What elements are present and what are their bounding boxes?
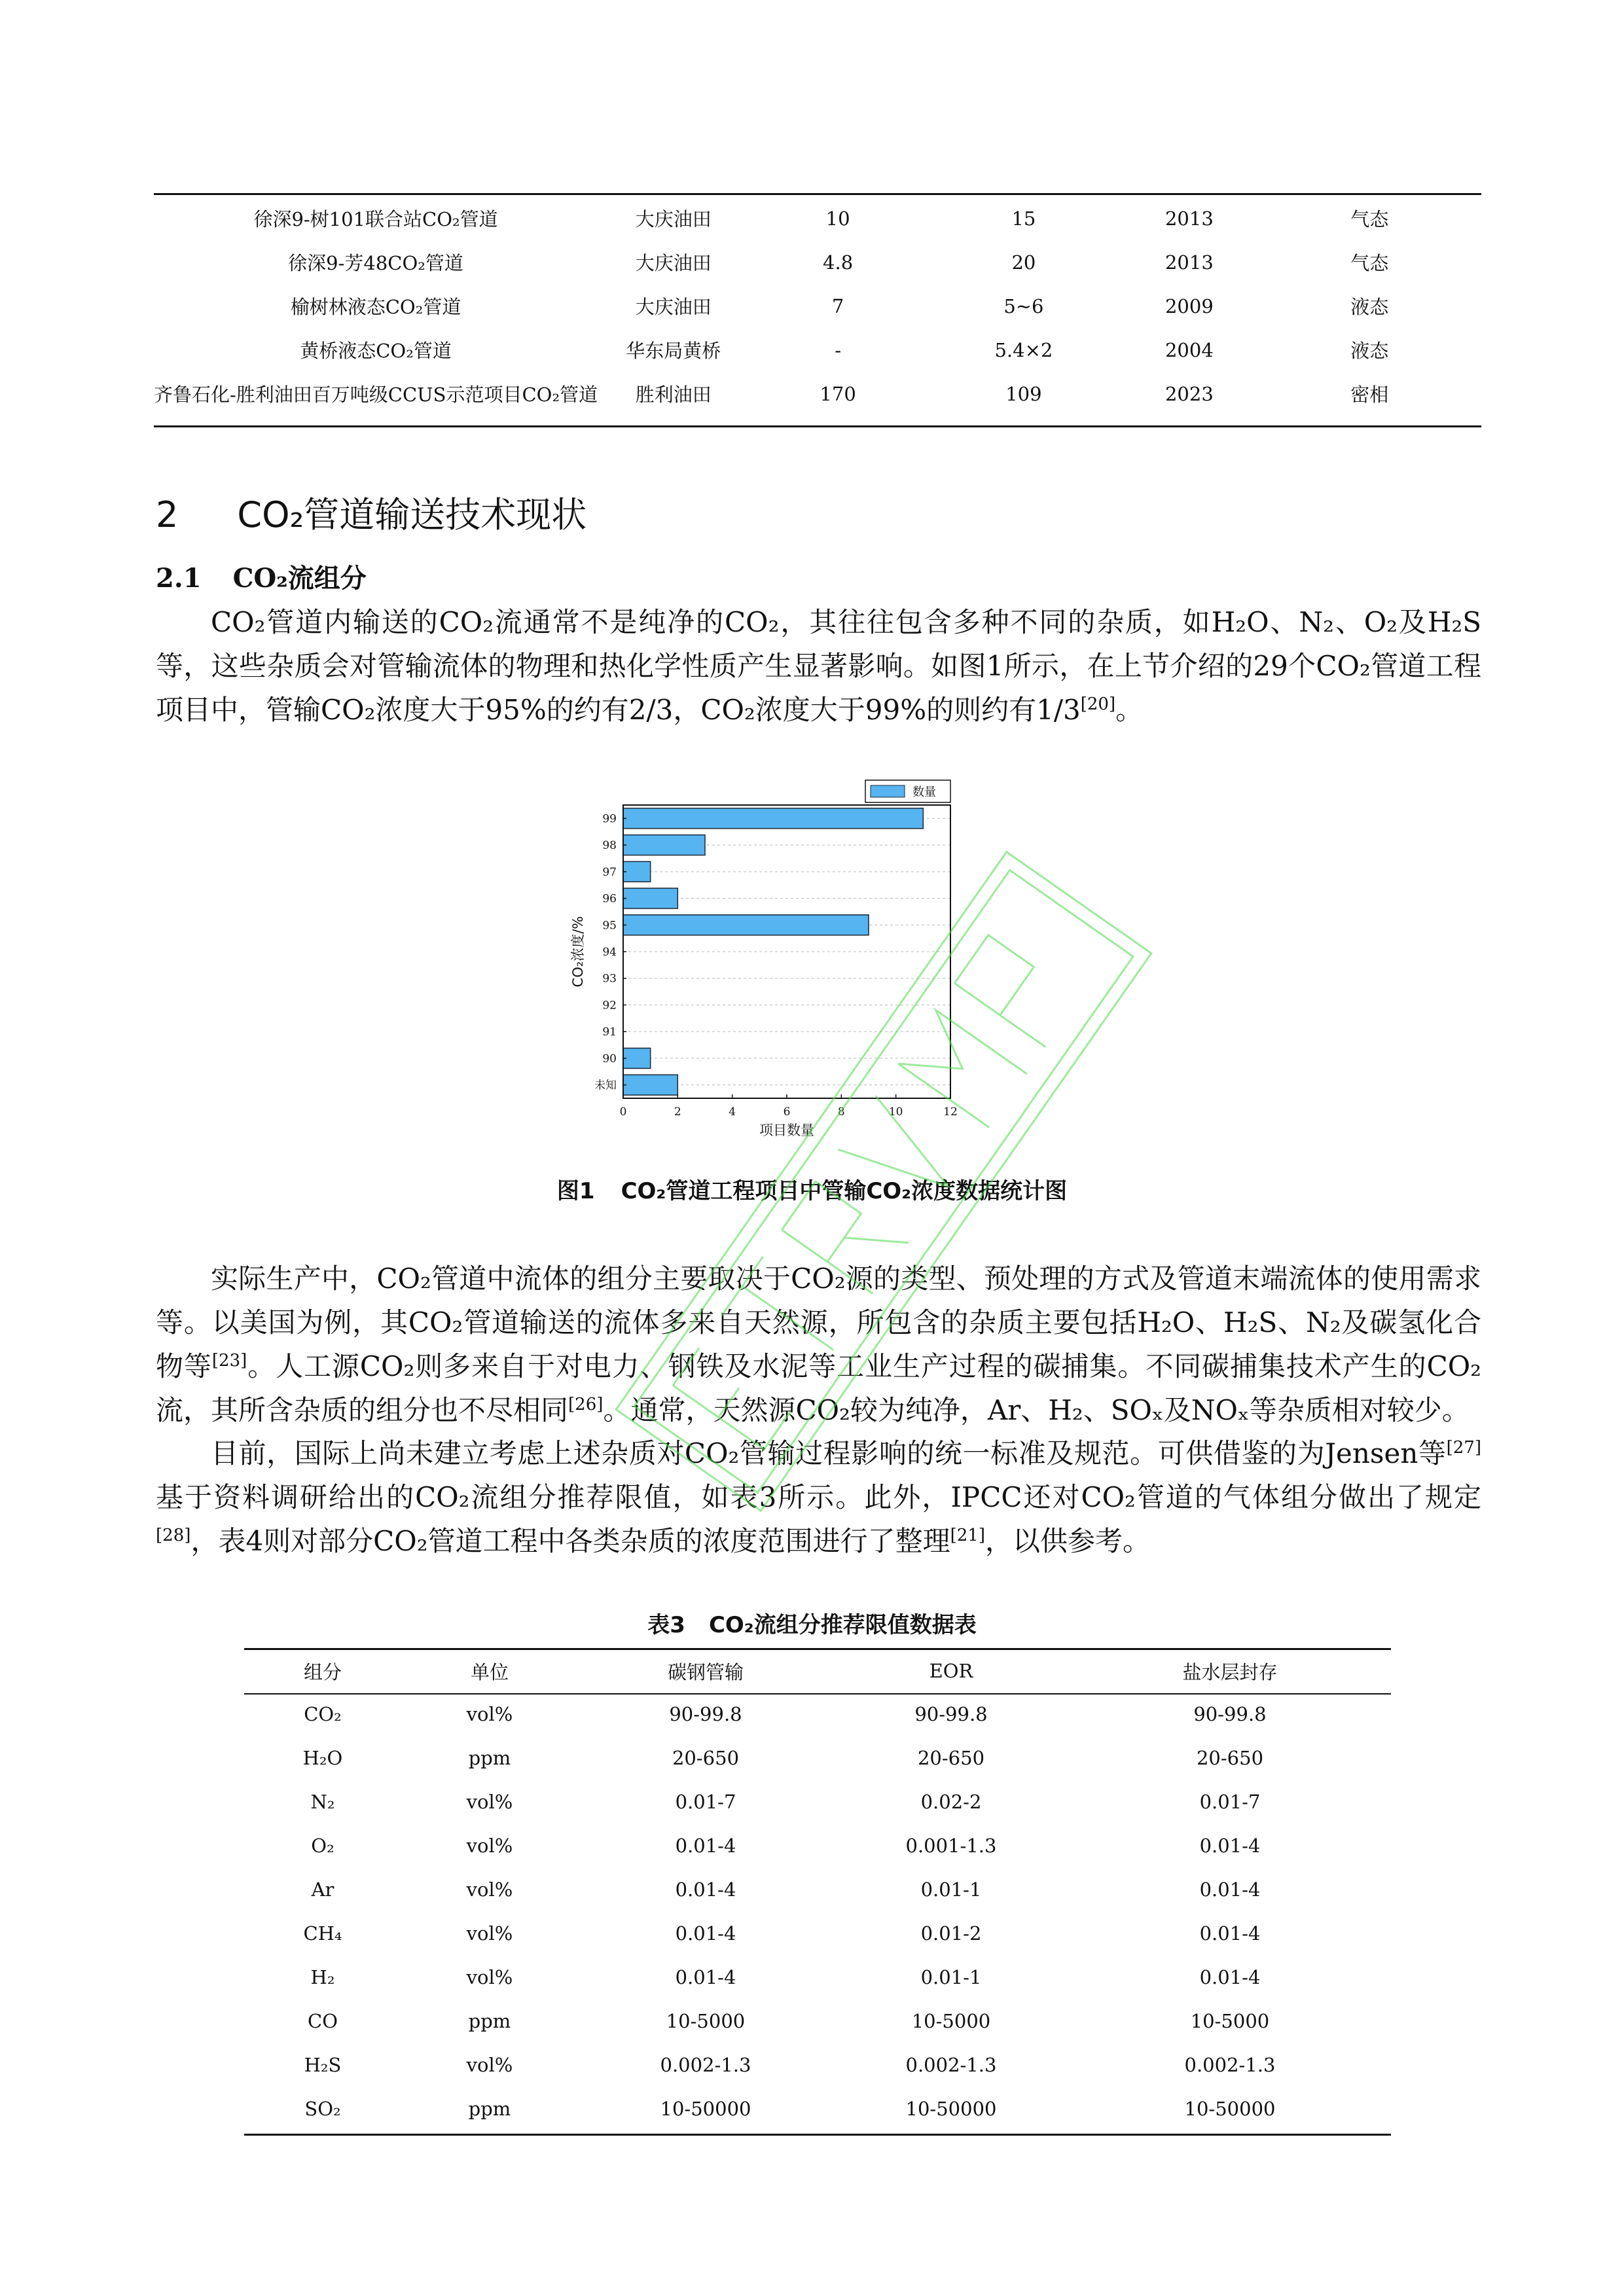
citation-27[interactable]: [27]	[1446, 1438, 1481, 1458]
paragraph-3	[156, 1431, 1481, 1563]
pipeline-row	[154, 196, 1481, 240]
table-3-cell: 0.001-1.3	[905, 1834, 997, 1857]
table-3-cell: vol%	[466, 1922, 513, 1945]
y-tick-label: 91	[602, 1026, 617, 1039]
table-3-cell: 0.01-4	[675, 1922, 736, 1945]
subsection-heading	[156, 560, 367, 598]
pipeline-row	[154, 372, 1481, 416]
table-3-row	[244, 2043, 1391, 2087]
table-3-caption-text: CO₂流组分推荐限值数据表	[708, 1612, 977, 1638]
table-3-cell: 0.02-2	[920, 1790, 982, 1813]
x-tick-label: 4	[729, 1105, 736, 1119]
paragraph-2-text-b: 。人工源CO₂则多来自于对电力、钢铁及水泥等工业生产过程的碳捕集。不同碳捕集技术产生的CO₂流，其所含杂质的组分也不尽相同	[156, 1350, 1481, 1426]
table-3-cell: 10-5000	[1190, 2009, 1270, 2032]
pipeline-cell-c3: 10	[825, 207, 850, 230]
pipeline-cell-c4: 20	[1011, 251, 1036, 274]
bar	[623, 888, 677, 908]
table-3-bottom-rule	[244, 2134, 1391, 2136]
table-3-row	[244, 1780, 1391, 1823]
bar	[623, 835, 705, 855]
table-3-cell: 20-650	[917, 1746, 985, 1769]
pipeline-cell-field: 大庆油田	[635, 296, 712, 318]
pipeline-cell-field: 华东局黄桥	[626, 340, 721, 362]
table-3	[244, 1650, 1391, 2130]
table-3-cell: 10-50000	[660, 2097, 751, 2120]
pipeline-row	[154, 284, 1481, 328]
pipeline-cell-phase: 密相	[1350, 384, 1389, 406]
table-3-row	[244, 1823, 1391, 1867]
table-3-cell: 0.01-4	[1199, 1965, 1261, 1988]
table-3-cell: 0.01-7	[675, 1790, 736, 1813]
table-3-cell: 0.01-4	[1199, 1922, 1261, 1945]
pipeline-cell-c4: 109	[1005, 382, 1042, 405]
bar	[623, 861, 651, 882]
table-3-cell: 0.01-4	[1199, 1834, 1261, 1857]
paragraph-3-text-a: 目前，国际上尚未建立考虑上述杂质对CO₂管输过程影响的统一标准及规范。可供借鉴的为Jensen等	[211, 1437, 1447, 1469]
table-3-cell: 90-99.8	[669, 1702, 742, 1725]
legend-label: 数量	[912, 785, 936, 799]
pipeline-cell-name: 徐深9-芳48CO₂管道	[288, 252, 463, 274]
figure-label: 图1	[556, 1178, 595, 1204]
pipeline-cell-name: 徐深9-树101联合站CO₂管道	[253, 208, 498, 230]
citation-28[interactable]: [28]	[156, 1526, 191, 1545]
table-3-cell: vol%	[466, 1790, 513, 1813]
table-3-cell: H₂	[310, 1965, 335, 1988]
table-3-cell: SO₂	[304, 2097, 341, 2120]
table-3-row	[244, 2087, 1391, 2130]
table-3-cell: 10-50000	[1184, 2097, 1276, 2120]
table-3-cell: vol%	[466, 1965, 513, 1988]
x-tick-label: 10	[888, 1105, 903, 1119]
pipeline-cell-c3: -	[835, 338, 841, 361]
y-tick-label: 95	[602, 919, 617, 933]
y-tick-label: 94	[602, 946, 617, 959]
subsection-title: CO₂流组分	[232, 563, 367, 594]
table-3-cell: 90-99.8	[914, 1702, 988, 1725]
table-3-cell: 0.002-1.3	[660, 2053, 751, 2076]
table-3-cell: 10-5000	[911, 2009, 991, 2032]
table-3-header-cell: 盐水层封存	[1182, 1660, 1278, 1683]
table-3-cell: Ar	[311, 1878, 334, 1901]
pipeline-cell-c4: 5.4×2	[994, 338, 1053, 361]
y-tick-label: 90	[602, 1052, 617, 1066]
table-3-cell: ppm	[468, 2009, 511, 2032]
table-3-cell: 90-99.8	[1193, 1702, 1267, 1725]
table-3-row	[244, 1911, 1391, 1955]
table-3-row	[244, 1692, 1391, 1736]
pipeline-cell-year: 2013	[1164, 251, 1214, 274]
bar	[623, 1075, 677, 1095]
table-3-cell: H₂O	[302, 1746, 343, 1769]
paragraph-2	[156, 1257, 1481, 1432]
y-tick-label: 97	[602, 865, 617, 879]
pipeline-cell-c3: 7	[831, 295, 844, 317]
table-3-cell: CO₂	[304, 1702, 342, 1725]
pipeline-cell-name: 齐鲁石化-胜利油田百万吨级CCUS示范项目CO₂管道	[154, 384, 598, 406]
figure-caption-text: CO₂管道工程项目中管输CO₂浓度数据统计图	[621, 1178, 1068, 1204]
table-3-header-cell: 碳钢管输	[667, 1660, 744, 1683]
table-3-cell: 0.002-1.3	[1184, 2053, 1276, 2076]
figure-caption	[0, 1173, 1624, 1205]
table-3-cell: CO	[308, 2009, 338, 2032]
x-tick-label: 6	[783, 1105, 791, 1119]
table-3-cell: 10-50000	[905, 2097, 997, 2120]
pipeline-cell-name: 黄桥液态CO₂管道	[300, 340, 452, 362]
x-tick-label: 2	[674, 1105, 681, 1119]
pipeline-cell-c3: 170	[820, 382, 856, 405]
pipeline-cell-year: 2004	[1164, 338, 1214, 361]
paragraph-3-text-b: 基于资料调研给出的CO₂流组分推荐限值，如表3所示。此外，IPCC还对CO₂管道的气体组分做出了规定	[156, 1481, 1481, 1513]
table-3-cell: 10-5000	[666, 2009, 746, 2032]
citation-20[interactable]: [20]	[1080, 694, 1116, 714]
paragraph-2-text-c: 。通常，天然源CO₂较为纯净，Ar、H₂、SOₓ及NOₓ等杂质相对较少。	[603, 1394, 1470, 1426]
table-3-header-cell: EOR	[929, 1660, 973, 1682]
table-3-cell: CH₄	[303, 1922, 342, 1945]
bar	[623, 808, 923, 829]
table-3-cell: vol%	[466, 2053, 513, 2076]
table-3-cell: 0.01-4	[675, 1878, 736, 1901]
pipeline-cell-year: 2023	[1164, 382, 1214, 405]
pipeline-cell-phase: 气态	[1350, 208, 1389, 230]
table-3-label: 表3	[647, 1612, 685, 1638]
table-3-cell: 0.002-1.3	[905, 2053, 997, 2076]
section-number: 2	[156, 494, 179, 535]
y-axis-label: CO₂浓度/%	[570, 916, 586, 988]
paragraph-3-text-c: ，表4则对部分CO₂管道工程中各类杂质的浓度范围进行了整理	[190, 1525, 950, 1557]
table-3-header-cell: 单位	[470, 1660, 509, 1683]
x-axis-label: 项目数量	[759, 1122, 814, 1138]
table-3-cell: H₂S	[304, 2053, 342, 2076]
pipeline-cell-field: 大庆油田	[635, 208, 712, 230]
table-3-cell: 0.01-7	[1199, 1790, 1261, 1813]
legend-swatch	[871, 785, 905, 797]
y-tick-label: 未知	[594, 1079, 617, 1092]
table-3-cell: N₂	[310, 1790, 335, 1813]
pipeline-row	[154, 328, 1481, 372]
paragraph-2-text-a: 实际生产中，CO₂管道中流体的组分主要取决于CO₂源的类型、预处理的方式及管道末端流体的使用需求等。以美国为例，其CO₂管道输送的流体多来自天然源，所包含的杂质主要包括H₂O、H₂S、N₂及碳氢化合物等	[156, 1263, 1481, 1382]
table-3-cell: vol%	[466, 1878, 513, 1901]
pipeline-cell-field: 胜利油田	[635, 384, 712, 406]
y-tick-label: 93	[602, 972, 617, 986]
table-3-cell: 0.01-1	[920, 1878, 982, 1901]
subsection-number: 2.1	[156, 563, 202, 594]
table-3-cell: ppm	[468, 1746, 511, 1769]
table-3-row	[244, 1736, 1391, 1780]
pipeline-cell-phase: 气态	[1350, 252, 1389, 274]
table-3-cell: vol%	[466, 1702, 513, 1725]
x-tick-label: 12	[943, 1105, 958, 1119]
section-title: CO₂管道输送技术现状	[237, 494, 587, 535]
pipeline-cell-field: 大庆油田	[635, 252, 712, 274]
y-tick-label: 98	[602, 839, 617, 853]
pipeline-cell-name: 榆树林液态CO₂管道	[290, 296, 461, 318]
bar	[623, 1048, 651, 1068]
top-table-bottom-rule	[154, 425, 1481, 427]
pipeline-table-continuation	[154, 196, 1481, 416]
table-3-header-rule	[244, 1693, 1391, 1695]
table-3-cell: 20-650	[672, 1746, 740, 1769]
pipeline-cell-c3: 4.8	[823, 251, 854, 274]
paragraph-1-text: CO₂管道内输送的CO₂流通常不是纯净的CO₂，其往往包含多种不同的杂质，如H₂O、N₂、O₂及H₂S等，这些杂质会对管输流体的物理和热化学性质产生显著影响。如图1所示，在上节介绍的29个CO₂管道工程项目中，管输CO₂浓度大于95%的约有2/3，CO₂浓度大于99%的则约有1/3	[156, 606, 1481, 726]
table-3-cell: vol%	[466, 1834, 513, 1857]
table-3-caption	[0, 1607, 1624, 1639]
section-heading	[156, 492, 586, 538]
y-tick-label: 96	[602, 892, 617, 906]
pipeline-cell-phase: 液态	[1350, 340, 1389, 362]
x-tick-label: 8	[837, 1105, 845, 1119]
pipeline-cell-c4: 5~6	[1003, 295, 1044, 317]
x-tick-label: 0	[619, 1105, 627, 1119]
table-3-cell: O₂	[311, 1834, 334, 1857]
y-tick-label: 92	[602, 999, 617, 1013]
paragraph-1-end: 。	[1115, 694, 1144, 726]
table-3-cell: 0.01-4	[675, 1834, 736, 1857]
paragraph-3-text-d: ，以供参考。	[985, 1525, 1151, 1557]
table-3-cell: 0.01-4	[675, 1965, 736, 1988]
table-3-cell: 0.01-1	[920, 1965, 982, 1988]
y-tick-label: 99	[602, 812, 617, 826]
table-3-cell: 0.01-2	[920, 1922, 982, 1945]
table-3-header-cell: 组分	[303, 1660, 342, 1683]
bar	[623, 915, 869, 935]
top-table-top-rule	[154, 193, 1481, 195]
table-3-cell: 0.01-4	[1199, 1878, 1261, 1901]
pipeline-cell-phase: 液态	[1350, 296, 1389, 318]
table-3-cell: 20-650	[1196, 1746, 1264, 1769]
pipeline-cell-c4: 15	[1011, 207, 1036, 230]
table-3-cell: ppm	[468, 2097, 511, 2120]
table-3-row	[244, 1867, 1391, 1911]
paragraph-1	[156, 600, 1481, 732]
citation-23[interactable]: [23]	[211, 1351, 247, 1371]
table-3-row	[244, 1955, 1391, 1999]
citation-21[interactable]: [21]	[950, 1526, 986, 1545]
pipeline-cell-year: 2013	[1164, 207, 1214, 230]
co2-concentration-bar-chart	[550, 766, 1139, 1172]
citation-26[interactable]: [26]	[568, 1395, 604, 1414]
table-3-row	[244, 1999, 1391, 2043]
pipeline-cell-year: 2009	[1164, 295, 1214, 317]
pipeline-row	[154, 240, 1481, 284]
